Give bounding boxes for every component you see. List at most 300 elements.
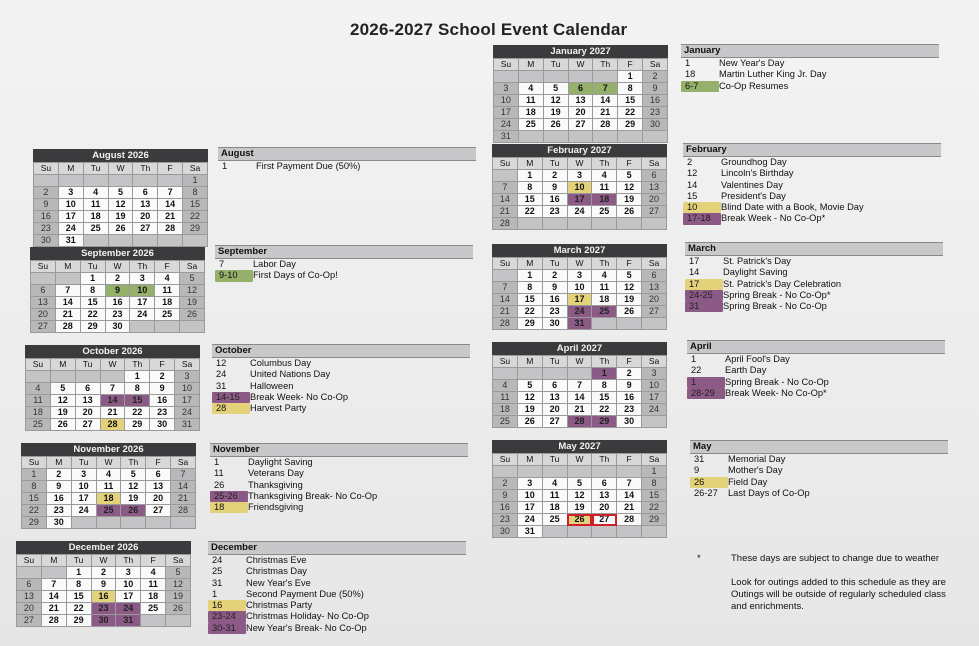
day-cell: 2: [493, 478, 518, 490]
day-cell: 15: [125, 395, 150, 407]
month-title: March 2027: [492, 244, 667, 257]
event-row: [208, 578, 466, 589]
weekday-header: Th: [592, 356, 617, 368]
week-row: [26, 407, 200, 419]
event-date: 9-10: [215, 270, 253, 281]
events-march: [685, 242, 943, 312]
day-cell: 1: [66, 567, 91, 579]
day-cell: [121, 517, 146, 529]
day-cell: [617, 318, 642, 330]
day-cell: [542, 526, 567, 538]
week-row: [34, 223, 208, 235]
event-text: First Payment Due (50%): [256, 161, 361, 171]
day-cell: 15: [592, 392, 617, 404]
day-cell: 27: [642, 306, 667, 318]
day-cell: 3: [116, 567, 141, 579]
weekday-header: M: [517, 356, 542, 368]
weekday-header: Th: [592, 158, 617, 170]
week-row: [493, 294, 667, 306]
day-cell: 27: [133, 223, 158, 235]
week-row: [31, 273, 205, 285]
day-cell: 31: [175, 419, 200, 431]
event-text: New Year's Break- No Co-Op: [246, 622, 367, 633]
month-grid: [30, 260, 205, 333]
weekday-header: W: [100, 359, 125, 371]
weekday-header: Su: [26, 359, 51, 371]
event-date: 22: [691, 365, 702, 376]
event-date: 1: [212, 588, 218, 599]
day-cell: 29: [66, 615, 91, 627]
week-row: [493, 392, 667, 404]
day-cell: 19: [108, 211, 133, 223]
day-cell: 22: [517, 206, 542, 218]
day-cell: [642, 318, 667, 330]
month-calendar-april: [492, 342, 667, 428]
day-cell: 18: [542, 502, 567, 514]
weekday-header: M: [41, 555, 66, 567]
month-title: September 2026: [30, 247, 205, 260]
day-cell: 19: [166, 591, 191, 603]
day-cell: 19: [543, 107, 568, 119]
day-cell: 18: [96, 493, 121, 505]
day-cell: 22: [642, 502, 667, 514]
day-cell: 4: [155, 273, 180, 285]
outings-note-line: Look for outings added to this schedule as they are: [731, 577, 946, 588]
day-cell: 27: [31, 321, 56, 333]
day-cell: 7: [593, 83, 618, 95]
event-date: 6-7: [681, 81, 719, 92]
weekday-header: Sa: [175, 359, 200, 371]
day-cell: 14: [55, 297, 80, 309]
day-cell: 17: [642, 392, 667, 404]
week-row: [34, 235, 208, 247]
day-cell: [17, 567, 42, 579]
event-date: 23-24: [208, 611, 246, 622]
day-cell: 21: [55, 309, 80, 321]
day-cell: 2: [617, 368, 642, 380]
event-text: Memorial Day: [728, 454, 786, 464]
day-cell: 15: [66, 591, 91, 603]
day-cell: 4: [592, 170, 617, 182]
day-cell: 13: [75, 395, 100, 407]
event-date: 25-26: [210, 491, 248, 502]
day-cell: 12: [567, 490, 592, 502]
day-cell: 8: [592, 380, 617, 392]
event-text: Daylight Saving: [723, 267, 788, 278]
day-cell: 29: [22, 517, 47, 529]
day-cell: 10: [58, 199, 83, 211]
day-cell: [618, 131, 643, 143]
day-cell: 3: [494, 83, 519, 95]
event-row: [687, 388, 945, 399]
day-cell: 23: [493, 514, 518, 526]
day-cell: 16: [542, 294, 567, 306]
day-cell: 10: [517, 490, 542, 502]
event-text: Christmas Eve: [246, 555, 307, 565]
day-cell: 8: [618, 83, 643, 95]
event-text: Blind Date with a Book, Movie Day: [721, 202, 864, 213]
event-text: Lincoln's Birthday: [721, 168, 794, 179]
day-cell: 16: [105, 297, 130, 309]
day-cell: 23: [105, 309, 130, 321]
event-date: 2: [687, 157, 693, 167]
event-row: [215, 270, 473, 281]
day-cell: 26: [121, 505, 146, 517]
day-cell: 5: [617, 170, 642, 182]
day-cell: 19: [567, 502, 592, 514]
day-cell: 4: [518, 83, 543, 95]
day-cell: 17: [517, 502, 542, 514]
event-row: [218, 161, 476, 172]
event-date: 17: [685, 279, 723, 290]
day-cell: 6: [642, 170, 667, 182]
day-cell: 5: [617, 270, 642, 282]
day-cell: 17: [116, 591, 141, 603]
day-cell: 26: [517, 416, 542, 428]
day-cell: 13: [642, 182, 667, 194]
event-text: Daylight Saving: [248, 457, 313, 467]
day-cell: 7: [493, 182, 518, 194]
day-cell: 26: [50, 419, 75, 431]
weekday-header: Tu: [66, 555, 91, 567]
event-text: April Fool's Day: [725, 354, 790, 364]
day-cell: 8: [642, 478, 667, 490]
event-text: Spring Break - No Co-Op*: [723, 289, 831, 300]
weekday-header: Su: [31, 261, 56, 273]
week-row: [493, 526, 667, 538]
weekday-header: F: [618, 59, 643, 71]
day-cell: 9: [643, 83, 668, 95]
day-cell: 14: [158, 199, 183, 211]
day-cell: 16: [643, 95, 668, 107]
day-cell: 11: [592, 282, 617, 294]
day-cell: [617, 526, 642, 538]
day-cell: 3: [567, 270, 592, 282]
day-cell: 13: [31, 297, 56, 309]
day-cell: 27: [568, 119, 593, 131]
event-row: [212, 369, 470, 380]
weekday-header: W: [108, 163, 133, 175]
events-month-heading: October: [212, 344, 470, 358]
event-row: [690, 465, 948, 476]
day-cell: [518, 71, 543, 83]
event-row: [683, 157, 941, 168]
weekday-header: M: [50, 359, 75, 371]
event-text: New Year's Day: [719, 58, 785, 68]
day-cell: 12: [50, 395, 75, 407]
week-row: [17, 579, 191, 591]
day-cell: 12: [617, 282, 642, 294]
day-cell: 31: [567, 318, 592, 330]
month-calendar-september: [30, 247, 205, 333]
event-date: 31: [212, 577, 223, 588]
week-row: [493, 478, 667, 490]
week-row: [493, 282, 667, 294]
day-cell: [96, 517, 121, 529]
weekday-header: F: [617, 454, 642, 466]
day-cell: 18: [592, 194, 617, 206]
day-cell: 15: [80, 297, 105, 309]
week-row: [26, 419, 200, 431]
day-cell: 14: [493, 294, 518, 306]
event-row: [685, 301, 943, 312]
day-cell: 23: [34, 223, 59, 235]
week-row: [26, 395, 200, 407]
day-cell: [158, 175, 183, 187]
event-row: [683, 202, 941, 213]
event-text: Last Days of Co-Op: [728, 487, 810, 498]
day-cell: 25: [542, 514, 567, 526]
day-cell: 7: [617, 478, 642, 490]
day-cell: 8: [66, 579, 91, 591]
day-cell: 2: [105, 273, 130, 285]
day-cell: [493, 466, 518, 478]
day-cell: 2: [542, 170, 567, 182]
day-cell: 19: [121, 493, 146, 505]
events-month-heading: September: [215, 245, 473, 259]
day-cell: 24: [130, 309, 155, 321]
day-cell: 30: [105, 321, 130, 333]
weekday-header: M: [517, 258, 542, 270]
weekday-header: Tu: [542, 158, 567, 170]
weekday-header: M: [46, 457, 71, 469]
day-cell: 22: [183, 211, 208, 223]
day-cell: 12: [166, 579, 191, 591]
event-date: 16: [208, 600, 246, 611]
day-cell: 26: [567, 514, 592, 526]
event-text: New Year's Eve: [246, 577, 311, 588]
day-cell: 14: [171, 481, 196, 493]
day-cell: 21: [158, 211, 183, 223]
event-date: 14-15: [212, 392, 250, 403]
event-row: [681, 69, 939, 80]
day-cell: 22: [66, 603, 91, 615]
event-text: Labor Day: [253, 259, 296, 269]
event-row: [208, 589, 466, 600]
day-cell: 31: [494, 131, 519, 143]
weekday-header: Sa: [643, 59, 668, 71]
event-text: Thanksgiving: [248, 479, 303, 490]
day-cell: 22: [80, 309, 105, 321]
day-cell: 19: [617, 294, 642, 306]
day-cell: 30: [34, 235, 59, 247]
week-row: [34, 175, 208, 187]
events-month-heading: May: [690, 440, 948, 454]
day-cell: 28: [41, 615, 66, 627]
weekday-header: W: [567, 258, 592, 270]
events-december: [208, 541, 466, 634]
day-cell: 22: [618, 107, 643, 119]
week-row: [26, 383, 200, 395]
week-row: [34, 199, 208, 211]
day-cell: 21: [41, 603, 66, 615]
event-date: 17-18: [683, 213, 721, 224]
day-cell: 30: [643, 119, 668, 131]
event-row: [208, 566, 466, 577]
event-row: [212, 392, 470, 403]
event-text: United Nations Day: [250, 369, 331, 380]
event-row: [683, 191, 941, 202]
weekday-header: Th: [592, 454, 617, 466]
weekday-header: Sa: [642, 158, 667, 170]
day-cell: 19: [517, 404, 542, 416]
event-date: 31: [216, 380, 227, 391]
event-date: 11: [214, 468, 224, 479]
day-cell: [542, 466, 567, 478]
day-cell: 19: [180, 297, 205, 309]
day-cell: 21: [593, 107, 618, 119]
week-row: [493, 380, 667, 392]
weekday-header: Su: [493, 258, 518, 270]
day-cell: 9: [91, 579, 116, 591]
day-cell: 26: [180, 309, 205, 321]
day-cell: 2: [34, 187, 59, 199]
day-cell: 24: [116, 603, 141, 615]
week-row: [494, 95, 668, 107]
day-cell: 28: [100, 419, 125, 431]
day-cell: 28: [158, 223, 183, 235]
day-cell: 10: [130, 285, 155, 297]
day-cell: 6: [75, 383, 100, 395]
day-cell: 7: [100, 383, 125, 395]
day-cell: 10: [642, 380, 667, 392]
event-row: [208, 600, 466, 611]
day-cell: 26: [108, 223, 133, 235]
weekday-header: Sa: [171, 457, 196, 469]
weekday-header: M: [58, 163, 83, 175]
weekday-header: Th: [592, 258, 617, 270]
day-cell: 28: [593, 119, 618, 131]
day-cell: 6: [17, 579, 42, 591]
day-cell: 3: [130, 273, 155, 285]
event-date: 26: [690, 477, 728, 488]
day-cell: [50, 371, 75, 383]
day-cell: 29: [183, 223, 208, 235]
day-cell: 16: [617, 392, 642, 404]
day-cell: 20: [146, 493, 171, 505]
week-row: [493, 368, 667, 380]
day-cell: 8: [125, 383, 150, 395]
day-cell: 19: [617, 194, 642, 206]
week-row: [493, 270, 667, 282]
day-cell: 12: [543, 95, 568, 107]
month-grid: [21, 456, 196, 529]
weekday-header: Sa: [183, 163, 208, 175]
event-text: First Days of Co-Op!: [253, 270, 338, 281]
day-cell: 25: [592, 306, 617, 318]
day-cell: [158, 235, 183, 247]
weekday-header: F: [617, 158, 642, 170]
event-date: 14: [689, 267, 700, 278]
event-date: 28: [212, 403, 250, 414]
event-text: Mother's Day: [728, 465, 783, 476]
event-row: [681, 81, 939, 92]
week-row: [26, 371, 200, 383]
day-cell: [55, 273, 80, 285]
day-cell: 18: [592, 294, 617, 306]
weekday-header: M: [55, 261, 80, 273]
day-cell: 16: [46, 493, 71, 505]
month-grid: [493, 58, 668, 143]
day-cell: [643, 131, 668, 143]
weekday-header: M: [518, 59, 543, 71]
day-cell: 12: [517, 392, 542, 404]
day-cell: 31: [58, 235, 83, 247]
day-cell: 6: [31, 285, 56, 297]
day-cell: 10: [567, 182, 592, 194]
day-cell: 20: [642, 194, 667, 206]
day-cell: 17: [567, 294, 592, 306]
events-month-heading: January: [681, 44, 939, 58]
event-row: [683, 168, 941, 179]
week-row: [493, 306, 667, 318]
day-cell: 28: [493, 318, 518, 330]
day-cell: [642, 218, 667, 230]
day-cell: [567, 368, 592, 380]
day-cell: 16: [493, 502, 518, 514]
day-cell: 29: [618, 119, 643, 131]
day-cell: 16: [542, 194, 567, 206]
day-cell: [108, 235, 133, 247]
footnote-mark: *: [697, 553, 701, 564]
events-october: [212, 344, 470, 414]
event-row: [685, 256, 943, 267]
event-text: Harvest Party: [250, 403, 307, 414]
day-cell: 5: [108, 187, 133, 199]
events-september: [215, 245, 473, 282]
day-cell: 22: [517, 306, 542, 318]
day-cell: 23: [91, 603, 116, 615]
event-date: 15: [687, 190, 698, 201]
day-cell: 7: [55, 285, 80, 297]
day-cell: 11: [83, 199, 108, 211]
week-row: [493, 318, 667, 330]
day-cell: 17: [494, 107, 519, 119]
week-row: [17, 603, 191, 615]
event-text: Veterans Day: [248, 468, 304, 479]
event-text: Co-Op Resumes: [719, 80, 789, 91]
event-text: Second Payment Due (50%): [246, 588, 364, 599]
week-row: [22, 505, 196, 517]
events-april: [687, 340, 945, 399]
day-cell: 28: [493, 218, 518, 230]
day-cell: 14: [493, 194, 518, 206]
day-cell: 9: [34, 199, 59, 211]
day-cell: 9: [493, 490, 518, 502]
day-cell: 25: [141, 603, 166, 615]
day-cell: 18: [141, 591, 166, 603]
month-grid: [492, 157, 667, 230]
day-cell: 18: [155, 297, 180, 309]
event-text: Break Week- No Co-Op: [250, 391, 348, 402]
day-cell: 30: [150, 419, 175, 431]
day-cell: [567, 218, 592, 230]
month-title: December 2026: [16, 541, 191, 554]
event-date: 28-29: [687, 388, 725, 399]
day-cell: 4: [83, 187, 108, 199]
event-date: 24: [216, 369, 227, 380]
event-text: Earth Day: [725, 365, 767, 376]
day-cell: 27: [146, 505, 171, 517]
day-cell: 24: [58, 223, 83, 235]
event-date: 10: [683, 202, 721, 213]
weekday-header: Sa: [642, 356, 667, 368]
day-cell: 4: [592, 270, 617, 282]
day-cell: 27: [17, 615, 42, 627]
day-cell: 24: [567, 306, 592, 318]
month-grid: [16, 554, 191, 627]
day-cell: 29: [125, 419, 150, 431]
